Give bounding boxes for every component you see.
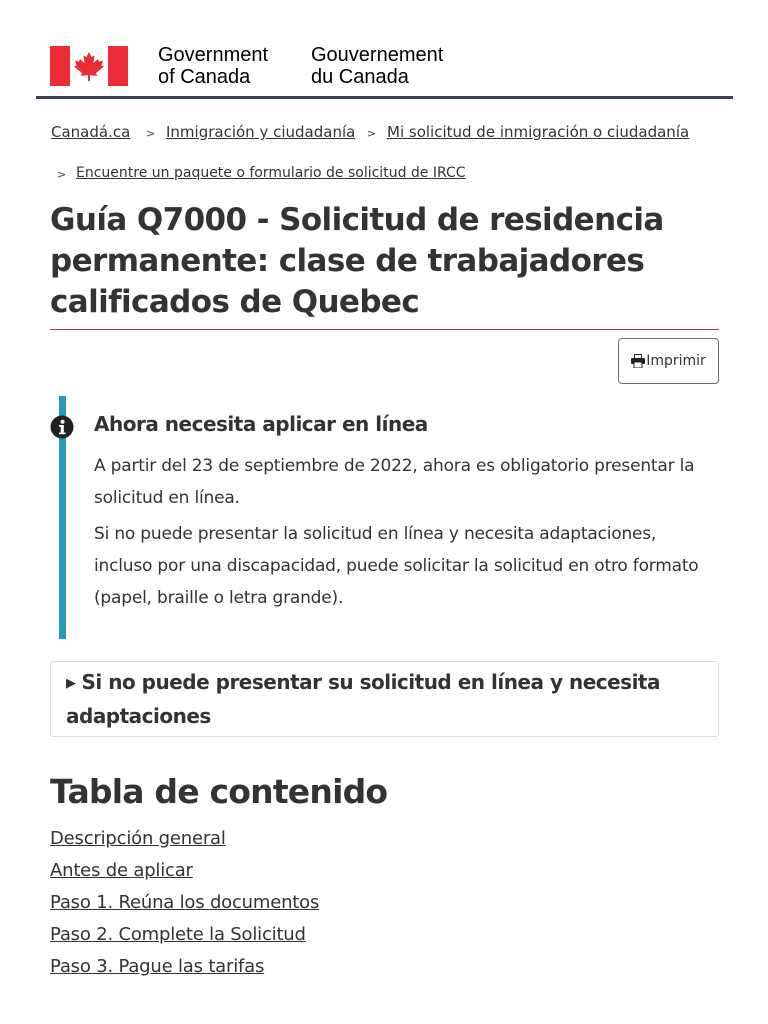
breadcrumb-separator-icon: > [57, 168, 67, 181]
breadcrumb-separator-icon: > [146, 127, 156, 140]
details-summary-text: Si no puede presentar su solicitud en línea y necesita adaptaciones [66, 670, 660, 728]
triangle-right-icon: ▶ [66, 676, 76, 691]
signature-fr-line1: Gouvernement [311, 44, 444, 66]
print-icon [631, 354, 645, 368]
toc-heading: Tabla de contenido [50, 772, 388, 811]
toc-link-overview[interactable]: Descripción general [50, 828, 226, 849]
signature-french[interactable] [311, 44, 443, 88]
toc-link-before-applying[interactable]: Antes de aplicar [50, 860, 193, 881]
header-divider [36, 96, 733, 99]
signature-fr-line2: du Canada [311, 66, 409, 88]
canada-flag-icon[interactable] [50, 46, 128, 86]
breadcrumb-separator-icon: > [367, 127, 377, 140]
breadcrumb-my-application[interactable]: Mi solicitud de inmigración o ciudadanía [387, 123, 690, 141]
alert-paragraph-2: Si no puede presentar la solicitud en línea y necesita adaptaciones, incluso por una discapacidad, puede solicitar la solicitud en otro formato (papel, braille o letra grande). [94, 524, 699, 608]
toc-list [50, 823, 319, 983]
print-button[interactable] [618, 338, 719, 384]
alert-heading: Ahora necesita aplicar en línea [94, 412, 428, 436]
alert-paragraph-1: A partir del 23 de septiembre de 2022, ahora es obligatorio presentar la solicitud en línea. [94, 456, 695, 508]
toc-link-step-1[interactable]: Paso 1. Reúna los documentos [50, 892, 320, 913]
toc-link-step-3[interactable]: Paso 3. Pague las tarifas [50, 956, 265, 977]
print-label: Imprimir [646, 353, 706, 369]
site-header [0, 0, 768, 98]
info-icon [50, 415, 74, 439]
accommodations-details[interactable] [50, 661, 719, 737]
signature-en-line1: Government [158, 44, 269, 66]
breadcrumb-canada-ca[interactable]: Canadá.ca [51, 123, 131, 141]
signature-english[interactable] [158, 44, 268, 88]
breadcrumb-immigration[interactable]: Inmigración y ciudadanía [166, 123, 356, 141]
signature-en-line2: of Canada [158, 66, 251, 88]
toc-link-step-2[interactable]: Paso 2. Complete la Solicitud [50, 924, 306, 945]
title-underline [50, 329, 719, 330]
page-title: Guía Q7000 - Solicitud de residencia permanente: clase de trabajadores calificados de Quebec [50, 202, 664, 320]
breadcrumb-find-package[interactable]: Encuentre un paquete o formulario de solicitud de IRCC [76, 165, 466, 181]
details-summary[interactable] [66, 666, 706, 732]
